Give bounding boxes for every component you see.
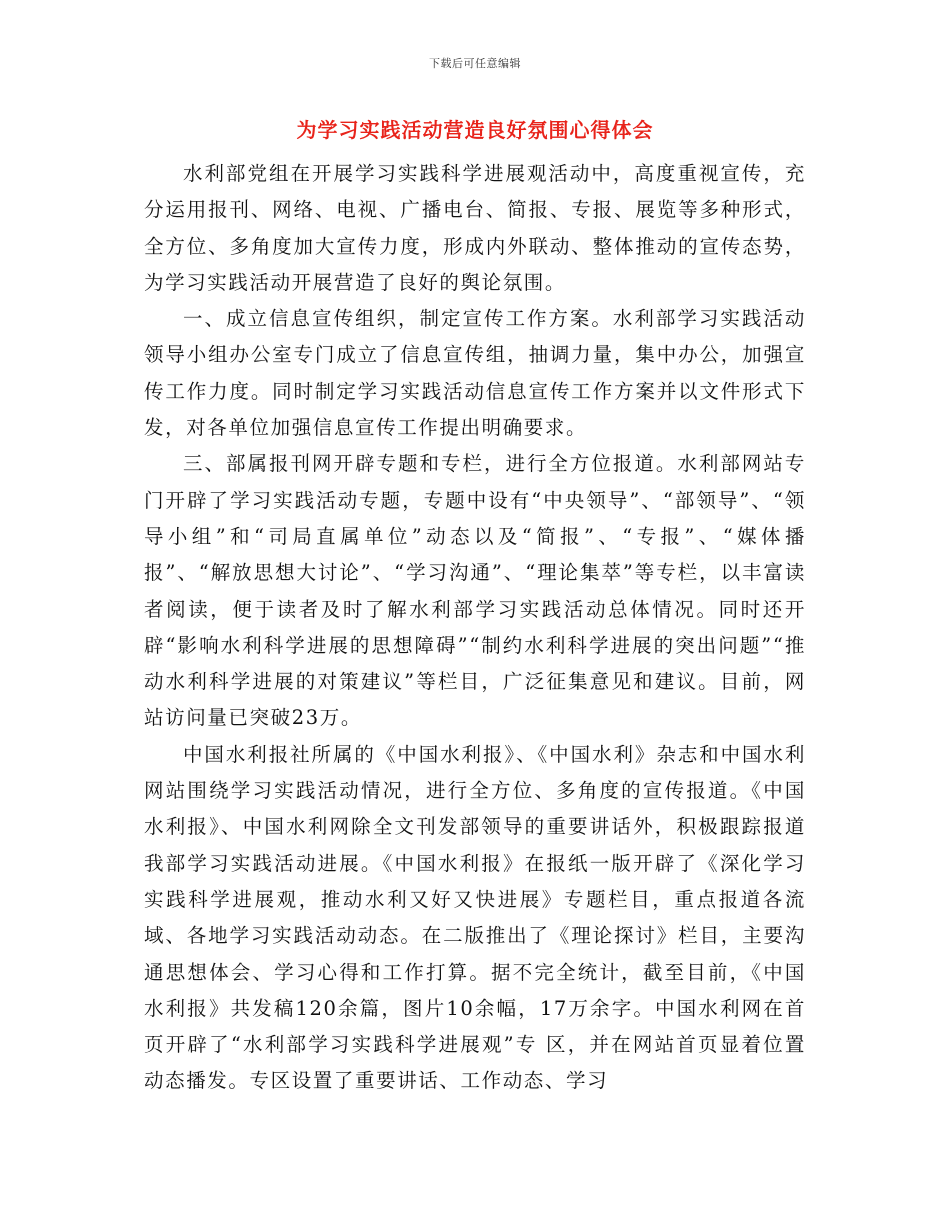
paragraph-section-three: 三、部属报刊网开辟专题和专栏，进行全方位报道。水利部网站专门开辟了学习实践活动专题，专题中设有“中央领导”、“部领导”、“领导小组”和“司局直属单位”动态以及“简报”、“专报”、“媒体播报”、“解放思想大讨论”、“学习沟通”、“理论集萃”等专栏，以丰富读者阅读，便于读者及时了解水利部学习实践活动总体情况。同时还开辟“影响水利科学进展的思想障碍”“制约水利科学进展的突出问题”“推动水利科学进展的对策建议”等栏目，广泛征集意见和建议。目前，网站访问量已突破23万。	[144, 452, 806, 730]
paragraph-intro: 水利部党组在开展学习实践科学进展观活动中，高度重视宣传，充分运用报刊、网络、电视、广播电台、简报、专报、展览等多种形式，全方位、多角度加大宣传力度，形成内外联动、整体推动的宣传态势，为学习实践活动开展营造了良好的舆论氛围。	[144, 162, 806, 294]
paragraph-section-one: 一、成立信息宣传组织，制定宣传工作方案。水利部学习实践活动领导小组办公室专门成立了信息宣传组，抽调力量，集中办公，加强宣传工作力度。同时制定学习实践活动信息宣传工作方案并以文件形式下发，对各单位加强信息宣传工作提出明确要求。	[144, 307, 806, 440]
page-header-note: 下载后可任意编辑	[429, 57, 521, 70]
document-title: 为学习实践活动营造良好氛围心得体会	[296, 118, 654, 142]
paragraph-china-water-news: 中国水利报社所属的《中国水利报》、《中国水利》杂志和中国水利网站围绕学习实践活动情况，进行全方位、多角度的宣传报道。《中国水利报》、中国水利网除全文刊发部领导的重要讲话外，积极跟踪报道我部学习实践活动进展。《中国水利报》在报纸一版开辟了《深化学习实践科学进展观，推动水利又好又快进展》专题栏目，重点报道各流域、各地学习实践活动动态。在二版推出了《理论探讨》栏目，主要沟通思想体会、学习心得和工作打算。据不完全统计，截至目前，《中国水利报》共发稿120余篇，图片10余幅，17万余字。中国水利网在首页开辟了“水利部学习实践科学进展观”专 区，并在网站首页显着位置动态播发。专区设置了重要讲话、工作动态、学习	[144, 742, 806, 1093]
document-body	[144, 156, 806, 1100]
